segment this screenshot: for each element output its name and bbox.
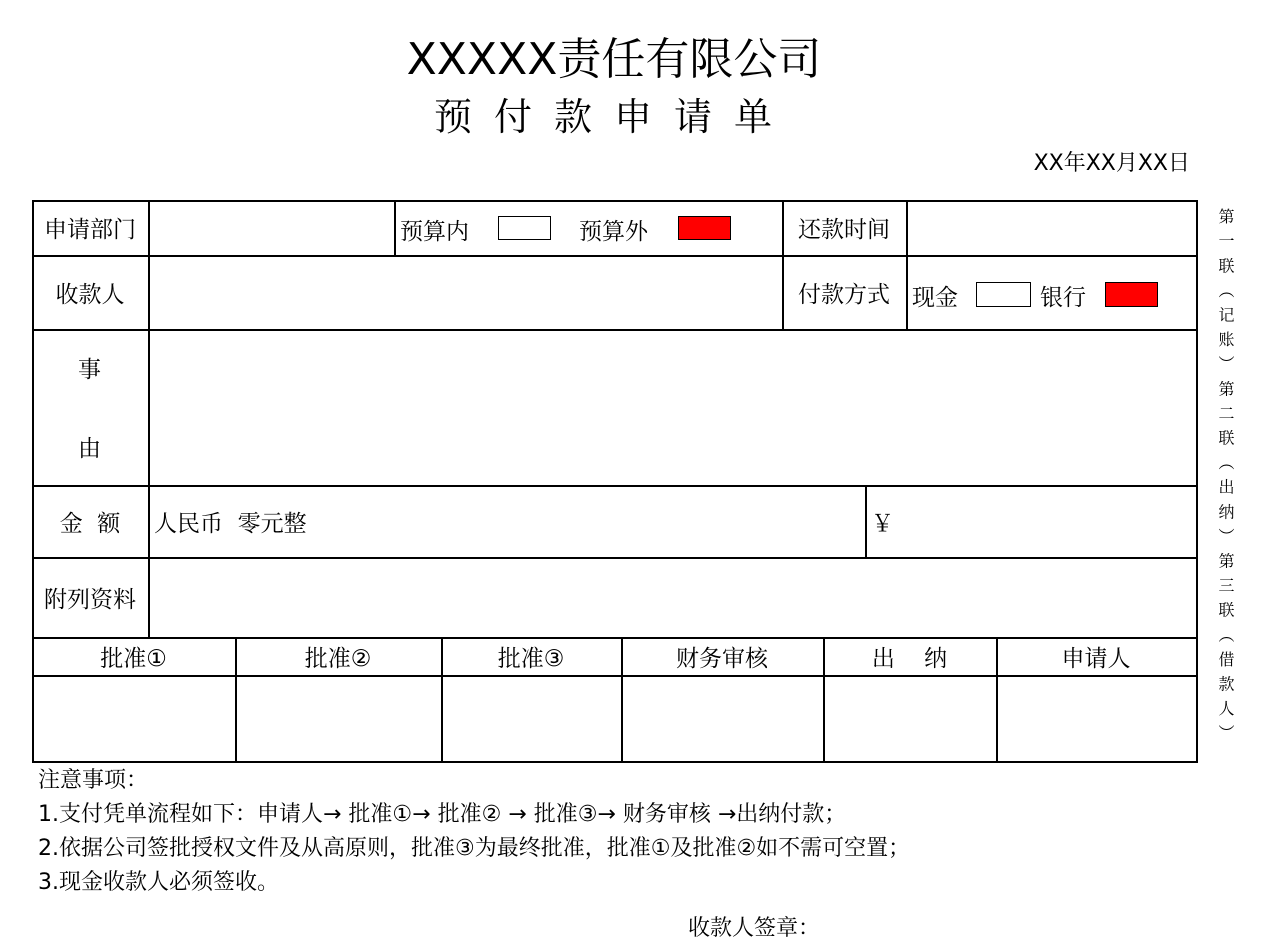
pay-method-cell	[906, 255, 1198, 331]
attach-label: 附列资料	[32, 557, 150, 639]
repay-field[interactable]	[906, 200, 1198, 257]
pay-method-label: 付款方式	[782, 255, 908, 331]
approval-header-2: 批准②	[235, 637, 443, 677]
amount-label: 金 额	[32, 485, 150, 559]
approval-sign-2[interactable]	[235, 675, 443, 763]
copy-designation: 第一联︵记账︶第二联︵出纳︶第三联︵借款人︶	[1216, 208, 1235, 750]
finance-review-sign[interactable]	[621, 675, 825, 763]
finance-review-header: 财务审核	[621, 637, 825, 677]
attach-field[interactable]	[148, 557, 1198, 639]
form-date: XX年XX月XX日	[1033, 151, 1190, 176]
approval-sign-1[interactable]	[32, 675, 237, 763]
budget-cell	[394, 200, 784, 257]
payee-label: 收款人	[32, 255, 150, 331]
amount-number-field[interactable]	[865, 485, 1198, 559]
amount-in-words[interactable]: 人民币 零元整	[148, 485, 867, 559]
reason-label-2: 由	[78, 436, 101, 462]
notes-heading: 注意事项：	[38, 768, 149, 793]
approval-header-3: 批准③	[441, 637, 623, 677]
cashier-header: 出 纳	[823, 637, 998, 677]
budget-out-checkbox[interactable]	[678, 216, 731, 240]
cash-checkbox[interactable]	[976, 282, 1031, 307]
approval-sign-3[interactable]	[441, 675, 623, 763]
reason-label-1: 事	[78, 357, 101, 383]
form-title: 预付款申请单	[433, 95, 794, 139]
bank-label: 银行	[1040, 285, 1086, 311]
cashier-sign[interactable]	[823, 675, 998, 763]
reason-label	[32, 329, 150, 487]
applicant-header: 申请人	[996, 637, 1198, 677]
note-item-3: 3.现金收款人必须签收。	[38, 870, 279, 895]
payee-field[interactable]	[148, 255, 784, 331]
budget-in-checkbox[interactable]	[498, 216, 551, 240]
bank-checkbox[interactable]	[1105, 282, 1158, 307]
repay-label: 还款时间	[782, 200, 908, 257]
note-item-1: 1.支付凭单流程如下：申请人→ 批准①→ 批准② → 批准③→ 财务审核 →出纳付款；	[38, 802, 847, 827]
applicant-sign[interactable]	[996, 675, 1198, 763]
company-name: XXXXX责任有限公司	[406, 34, 822, 85]
yuan-symbol: ￥	[871, 510, 894, 537]
note-item-2: 2.依据公司签批授权文件及从高原则，批准③为最终批准，批准①及批准②如不需可空置；	[38, 836, 911, 861]
payee-signature-label: 收款人签章：	[688, 916, 821, 941]
dept-field[interactable]	[148, 200, 396, 257]
budget-out-label: 预算外	[579, 219, 648, 245]
budget-in-label: 预算内	[400, 219, 469, 245]
cash-label: 现金	[912, 285, 958, 311]
reason-field[interactable]	[148, 329, 1198, 487]
dept-label: 申请部门	[32, 200, 150, 257]
approval-header-1: 批准①	[32, 637, 237, 677]
